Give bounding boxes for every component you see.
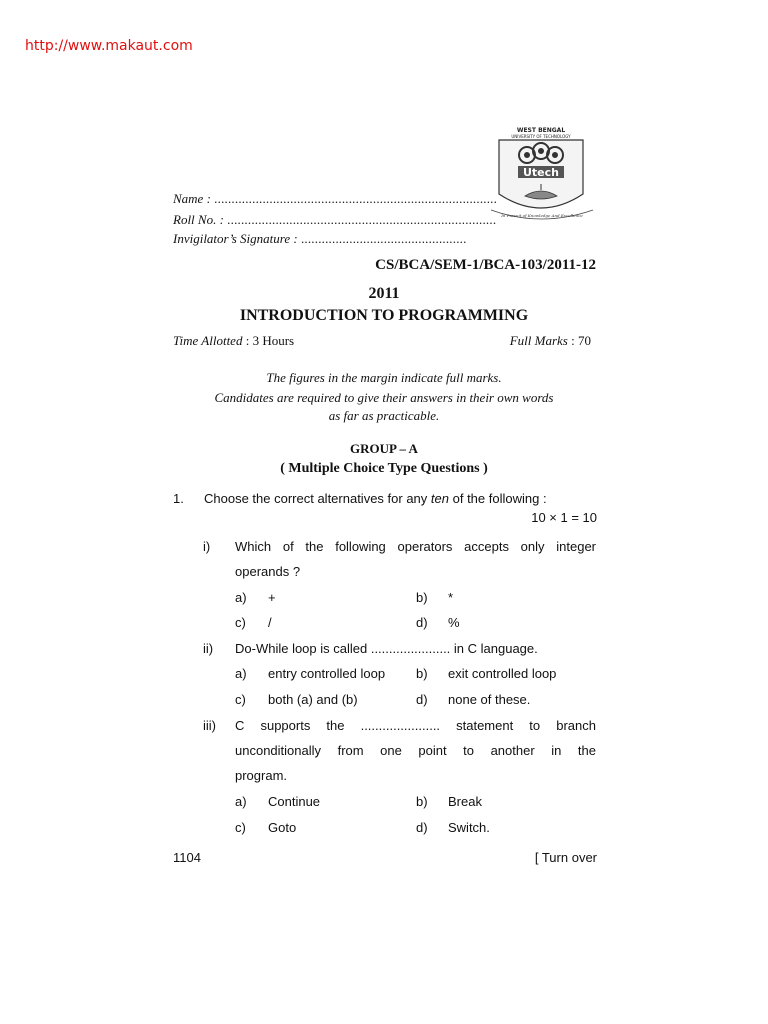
option-text: Break: [448, 794, 482, 809]
option-text: /: [268, 615, 272, 630]
university-logo: [485, 124, 597, 228]
option-text: exit controlled loop: [448, 666, 557, 681]
subquestion-line: [235, 743, 596, 758]
option-label: a): [235, 794, 247, 809]
subquestion-line: Do-While loop is called ...................... in C language.: [235, 641, 538, 656]
roll-label: Roll No. :: [173, 212, 224, 227]
option-text: both (a) and (b): [268, 692, 358, 707]
question-text: [204, 491, 547, 506]
word: in: [551, 743, 562, 758]
time-label: Time Allotted: [173, 333, 243, 348]
option-text: *: [448, 590, 454, 605]
word: unconditionally: [235, 743, 322, 758]
option-text: entry controlled loop: [268, 666, 386, 681]
question-number: 1.: [173, 491, 184, 506]
marks-value: : 70: [571, 333, 591, 348]
subquestion-line: [235, 718, 596, 733]
time-allotted: [173, 333, 294, 349]
subquestion-line: program.: [235, 768, 288, 783]
subquestion-num: iii): [203, 718, 216, 733]
option-label: b): [416, 590, 428, 605]
word: another: [490, 743, 535, 758]
subquestion-num: ii): [203, 641, 214, 656]
word: ......................: [360, 718, 441, 733]
option-text: Switch.: [448, 820, 490, 835]
roll-dots: ..............................................................................: [227, 212, 497, 227]
logo-motto: In Pursuit of Knowledge And Excellence: [501, 213, 583, 218]
word: supports: [260, 718, 311, 733]
option-label: d): [416, 820, 428, 835]
option-label: d): [416, 692, 428, 707]
exam-title: INTRODUCTION TO PROGRAMMING: [239, 307, 529, 324]
word: branch: [556, 718, 596, 733]
exam-year: 2011: [368, 285, 400, 302]
page-code: 1104: [173, 850, 201, 865]
word: the: [326, 718, 345, 733]
option-label: d): [416, 615, 428, 630]
option-text: Continue: [268, 794, 321, 809]
option-label: c): [235, 615, 246, 630]
word: statement: [456, 718, 514, 733]
logo-banner-text: Utech: [522, 166, 560, 179]
turn-over-note: [ Turn over: [534, 850, 597, 865]
paper-code: CS/BCA/SEM-1/BCA-103/2011-12: [375, 257, 596, 273]
instruction-line-1: The figures in the margin indicate full marks.: [266, 370, 502, 385]
word: one: [380, 743, 402, 758]
option-label: c): [235, 692, 246, 707]
option-label: a): [235, 590, 247, 605]
signature-dots: ................................................: [300, 231, 467, 246]
word: point: [418, 743, 447, 758]
option-text: none of these.: [448, 692, 531, 707]
question-marks: 10 × 1 = 10: [531, 510, 597, 525]
group-title: GROUP – A: [350, 441, 418, 456]
word: to: [463, 743, 475, 758]
option-text: %: [448, 615, 460, 630]
word: from: [337, 743, 364, 758]
roll-field: [173, 212, 496, 228]
instruction-line-2: Candidates are required to give their answers in their own words: [214, 390, 554, 405]
instruction-line-3: as far as practicable.: [328, 408, 440, 423]
option-text: Goto: [268, 820, 297, 835]
time-value: : 3 Hours: [245, 333, 295, 348]
full-marks: [510, 333, 591, 349]
question-text-post: of the following :: [452, 491, 547, 506]
logo-top-text: WEST BENGAL: [516, 127, 566, 134]
option-label: c): [235, 820, 246, 835]
option-label: a): [235, 666, 247, 681]
subquestion-num: i): [203, 539, 211, 554]
question-text-pre: Choose the correct alternatives for any: [204, 491, 428, 506]
subquestion-line: operands ?: [235, 564, 301, 579]
question-text-em: ten: [430, 491, 449, 506]
word: to: [529, 718, 541, 733]
signature-field: [173, 231, 467, 247]
option-text: +: [268, 590, 276, 605]
group-subtitle: ( Multiple Choice Type Questions ): [280, 461, 488, 476]
name-dots: ..................................................................................: [214, 191, 498, 206]
word: the: [577, 743, 596, 758]
subquestion-line: Which of the following operators accepts only integer: [235, 539, 596, 554]
signature-label: Invigilator’s Signature :: [173, 231, 298, 246]
option-label: b): [416, 666, 428, 681]
word: C: [235, 718, 245, 733]
source-url-link[interactable]: http://www.makaut.com: [25, 38, 193, 54]
name-field: [173, 191, 497, 207]
logo-sub-text: UNIVERSITY OF TECHNOLOGY: [511, 134, 571, 139]
option-label: b): [416, 794, 428, 809]
name-label: Name :: [173, 191, 211, 206]
marks-label: Full Marks: [509, 333, 568, 348]
